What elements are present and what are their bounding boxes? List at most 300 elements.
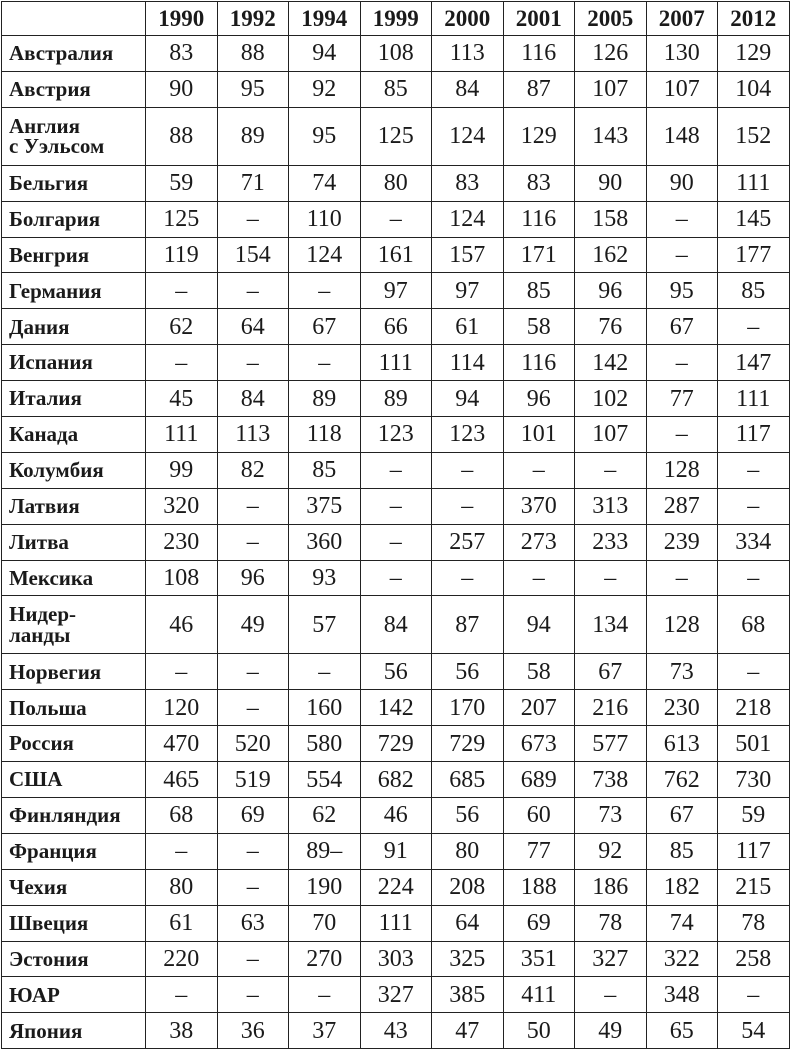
value-cell: – <box>432 560 504 596</box>
value-cell: – <box>360 488 432 524</box>
value-cell: 348 <box>646 977 718 1013</box>
value-cell: 258 <box>718 941 790 977</box>
table-row <box>2 165 790 201</box>
value-cell: 102 <box>575 381 647 417</box>
value-cell: – <box>217 690 289 726</box>
value-cell: 287 <box>646 488 718 524</box>
value-cell: 69 <box>217 798 289 834</box>
table-row <box>2 273 790 309</box>
year-header: 2007 <box>646 2 718 36</box>
value-cell: 73 <box>646 654 718 690</box>
value-cell: – <box>217 345 289 381</box>
value-cell: 126 <box>575 36 647 72</box>
table-row <box>2 345 790 381</box>
value-cell: 61 <box>432 309 504 345</box>
value-cell: – <box>432 488 504 524</box>
value-cell: 89 <box>360 381 432 417</box>
table-row <box>2 452 790 488</box>
year-header: 2000 <box>432 2 504 36</box>
value-cell: 124 <box>289 237 361 273</box>
value-cell: 101 <box>503 417 575 453</box>
value-cell: 63 <box>217 905 289 941</box>
value-cell: – <box>718 977 790 1013</box>
value-cell: 90 <box>146 71 218 107</box>
value-cell: 519 <box>217 762 289 798</box>
value-cell: 73 <box>575 798 647 834</box>
value-cell: 673 <box>503 726 575 762</box>
value-cell: 129 <box>503 107 575 165</box>
value-cell: 62 <box>289 798 361 834</box>
value-cell: 67 <box>646 798 718 834</box>
value-cell: 47 <box>432 1013 504 1049</box>
value-cell: 108 <box>146 560 218 596</box>
value-cell: 411 <box>503 977 575 1013</box>
value-cell: 85 <box>289 452 361 488</box>
value-cell: – <box>217 833 289 869</box>
table-row <box>2 596 790 654</box>
value-cell: 128 <box>646 596 718 654</box>
table-row <box>2 71 790 107</box>
year-header: 1994 <box>289 2 361 36</box>
value-cell: 77 <box>503 833 575 869</box>
country-cell: Канада <box>2 417 146 453</box>
table-row <box>2 1013 790 1049</box>
value-cell: 95 <box>646 273 718 309</box>
value-cell: 46 <box>360 798 432 834</box>
value-cell: 273 <box>503 524 575 560</box>
value-cell: – <box>432 452 504 488</box>
value-cell: 94 <box>289 36 361 72</box>
table-row <box>2 107 790 165</box>
value-cell: 148 <box>646 107 718 165</box>
value-cell: – <box>360 452 432 488</box>
value-cell: 125 <box>360 107 432 165</box>
value-cell: – <box>217 524 289 560</box>
value-cell: 94 <box>432 381 504 417</box>
table-row <box>2 237 790 273</box>
country-cell: Мексика <box>2 560 146 596</box>
value-cell: 95 <box>289 107 361 165</box>
value-cell: 84 <box>360 596 432 654</box>
country-cell: ЮАР <box>2 977 146 1013</box>
table-row <box>2 726 790 762</box>
value-cell: – <box>217 201 289 237</box>
value-cell: 107 <box>575 417 647 453</box>
value-cell: 99 <box>146 452 218 488</box>
value-cell: – <box>289 345 361 381</box>
value-cell: 116 <box>503 36 575 72</box>
value-cell: 117 <box>718 417 790 453</box>
value-cell: 385 <box>432 977 504 1013</box>
country-cell: Россия <box>2 726 146 762</box>
value-cell: 125 <box>146 201 218 237</box>
value-cell: 58 <box>503 309 575 345</box>
table-row <box>2 36 790 72</box>
value-cell: 230 <box>146 524 218 560</box>
value-cell: 67 <box>575 654 647 690</box>
value-cell: 57 <box>289 596 361 654</box>
value-cell: 61 <box>146 905 218 941</box>
value-cell: – <box>289 273 361 309</box>
value-cell: 145 <box>718 201 790 237</box>
value-cell: 92 <box>575 833 647 869</box>
value-cell: 220 <box>146 941 218 977</box>
value-cell: 160 <box>289 690 361 726</box>
value-cell: 124 <box>432 201 504 237</box>
value-cell: 97 <box>432 273 504 309</box>
value-cell: 88 <box>146 107 218 165</box>
value-cell: 45 <box>146 381 218 417</box>
country-cell: Венгрия <box>2 237 146 273</box>
value-cell: 230 <box>646 690 718 726</box>
year-header: 2012 <box>718 2 790 36</box>
value-cell: 113 <box>217 417 289 453</box>
value-cell: – <box>718 452 790 488</box>
value-cell: 171 <box>503 237 575 273</box>
country-cell: США <box>2 762 146 798</box>
value-cell: 85 <box>360 71 432 107</box>
country-cell: Литва <box>2 524 146 560</box>
value-cell: 334 <box>718 524 790 560</box>
value-cell: 92 <box>289 71 361 107</box>
value-cell: 58 <box>503 654 575 690</box>
value-cell: 142 <box>360 690 432 726</box>
value-cell: 114 <box>432 345 504 381</box>
value-cell: 325 <box>432 941 504 977</box>
value-cell: – <box>146 977 218 1013</box>
value-cell: 360 <box>289 524 361 560</box>
value-cell: – <box>217 273 289 309</box>
value-cell: 93 <box>289 560 361 596</box>
value-cell: 729 <box>432 726 504 762</box>
value-cell: 37 <box>289 1013 361 1049</box>
value-cell: 80 <box>432 833 504 869</box>
value-cell: – <box>217 654 289 690</box>
value-cell: 66 <box>360 309 432 345</box>
value-cell: – <box>503 452 575 488</box>
value-cell: 43 <box>360 1013 432 1049</box>
value-cell: 62 <box>146 309 218 345</box>
value-cell: 147 <box>718 345 790 381</box>
value-cell: 82 <box>217 452 289 488</box>
year-header: 1990 <box>146 2 218 36</box>
value-cell: 128 <box>646 452 718 488</box>
value-cell: – <box>217 977 289 1013</box>
value-cell: 142 <box>575 345 647 381</box>
value-cell: 56 <box>360 654 432 690</box>
value-cell: – <box>146 833 218 869</box>
value-cell: – <box>646 345 718 381</box>
value-cell: – <box>360 201 432 237</box>
value-cell: 68 <box>146 798 218 834</box>
value-cell: 89 <box>289 381 361 417</box>
table-row <box>2 977 790 1013</box>
value-cell: 682 <box>360 762 432 798</box>
value-cell: 470 <box>146 726 218 762</box>
value-cell: 224 <box>360 869 432 905</box>
value-cell: 154 <box>217 237 289 273</box>
value-cell: 375 <box>289 488 361 524</box>
value-cell: 83 <box>503 165 575 201</box>
value-cell: 71 <box>217 165 289 201</box>
value-cell: 170 <box>432 690 504 726</box>
value-cell: 56 <box>432 798 504 834</box>
table-row <box>2 488 790 524</box>
value-cell: 580 <box>289 726 361 762</box>
value-cell: 320 <box>146 488 218 524</box>
value-cell: 303 <box>360 941 432 977</box>
value-cell: 107 <box>575 71 647 107</box>
value-cell: 65 <box>646 1013 718 1049</box>
value-cell: 83 <box>432 165 504 201</box>
value-cell: 94 <box>503 596 575 654</box>
value-cell: – <box>575 560 647 596</box>
year-header: 1999 <box>360 2 432 36</box>
value-cell: – <box>575 977 647 1013</box>
value-cell: 96 <box>217 560 289 596</box>
value-cell: 186 <box>575 869 647 905</box>
value-cell: 36 <box>217 1013 289 1049</box>
country-cell: Бельгия <box>2 165 146 201</box>
value-cell: 64 <box>432 905 504 941</box>
value-cell: 77 <box>646 381 718 417</box>
value-cell: 87 <box>432 596 504 654</box>
value-cell: 120 <box>146 690 218 726</box>
value-cell: 158 <box>575 201 647 237</box>
value-cell: 113 <box>432 36 504 72</box>
value-cell: 216 <box>575 690 647 726</box>
value-cell: 129 <box>718 36 790 72</box>
value-cell: 85 <box>503 273 575 309</box>
value-cell: 685 <box>432 762 504 798</box>
value-cell: – <box>217 941 289 977</box>
value-cell: 327 <box>575 941 647 977</box>
value-cell: 143 <box>575 107 647 165</box>
value-cell: 520 <box>217 726 289 762</box>
value-cell: 124 <box>432 107 504 165</box>
value-cell: 177 <box>718 237 790 273</box>
value-cell: 161 <box>360 237 432 273</box>
value-cell: 49 <box>575 1013 647 1049</box>
value-cell: 218 <box>718 690 790 726</box>
value-cell: 80 <box>146 869 218 905</box>
value-cell: 182 <box>646 869 718 905</box>
value-cell: – <box>217 488 289 524</box>
value-cell: 111 <box>146 417 218 453</box>
year-header: 1992 <box>217 2 289 36</box>
statistics-table <box>1 1 790 1049</box>
value-cell: 162 <box>575 237 647 273</box>
country-cell: Колумбия <box>2 452 146 488</box>
value-cell: 729 <box>360 726 432 762</box>
value-cell: – <box>718 654 790 690</box>
value-cell: – <box>360 560 432 596</box>
value-cell: 118 <box>289 417 361 453</box>
country-cell: Дания <box>2 309 146 345</box>
value-cell: 117 <box>718 833 790 869</box>
value-cell: 67 <box>646 309 718 345</box>
country-cell: Болгария <box>2 201 146 237</box>
value-cell: 49 <box>217 596 289 654</box>
value-cell: 134 <box>575 596 647 654</box>
value-cell: 313 <box>575 488 647 524</box>
value-cell: – <box>718 309 790 345</box>
value-cell: 111 <box>718 381 790 417</box>
value-cell: 76 <box>575 309 647 345</box>
value-cell: 64 <box>217 309 289 345</box>
country-cell: Германия <box>2 273 146 309</box>
table-row <box>2 524 790 560</box>
value-cell: 370 <box>503 488 575 524</box>
value-cell: – <box>718 560 790 596</box>
value-cell: 123 <box>432 417 504 453</box>
value-cell: 50 <box>503 1013 575 1049</box>
value-cell: 111 <box>718 165 790 201</box>
country-cell: Япония <box>2 1013 146 1049</box>
value-cell: – <box>646 417 718 453</box>
country-cell: Швеция <box>2 905 146 941</box>
value-cell: 689 <box>503 762 575 798</box>
value-cell: 46 <box>146 596 218 654</box>
table-row <box>2 309 790 345</box>
value-cell: 90 <box>575 165 647 201</box>
value-cell: – <box>146 345 218 381</box>
country-cell: Франция <box>2 833 146 869</box>
table-body <box>2 36 790 1049</box>
value-cell: 111 <box>360 345 432 381</box>
value-cell: 110 <box>289 201 361 237</box>
value-cell: 215 <box>718 869 790 905</box>
value-cell: 84 <box>432 71 504 107</box>
value-cell: – <box>503 560 575 596</box>
table-row <box>2 654 790 690</box>
value-cell: 351 <box>503 941 575 977</box>
value-cell: 84 <box>217 381 289 417</box>
table-row <box>2 690 790 726</box>
value-cell: 257 <box>432 524 504 560</box>
value-cell: 56 <box>432 654 504 690</box>
table-row <box>2 833 790 869</box>
value-cell: 239 <box>646 524 718 560</box>
value-cell: 74 <box>289 165 361 201</box>
country-cell: Австрия <box>2 71 146 107</box>
value-cell: 123 <box>360 417 432 453</box>
value-cell: 67 <box>289 309 361 345</box>
value-cell: 116 <box>503 201 575 237</box>
country-cell: Финляндия <box>2 798 146 834</box>
table-row <box>2 941 790 977</box>
value-cell: 54 <box>718 1013 790 1049</box>
table-row <box>2 798 790 834</box>
corner-cell <box>2 2 146 36</box>
table-row <box>2 762 790 798</box>
value-cell: 208 <box>432 869 504 905</box>
country-cell: Польша <box>2 690 146 726</box>
country-cell: Испания <box>2 345 146 381</box>
value-cell: 327 <box>360 977 432 1013</box>
value-cell: 88 <box>217 36 289 72</box>
table-header <box>2 2 790 36</box>
value-cell: 38 <box>146 1013 218 1049</box>
value-cell: 465 <box>146 762 218 798</box>
value-cell: 59 <box>718 798 790 834</box>
year-header: 2001 <box>503 2 575 36</box>
value-cell: 74 <box>646 905 718 941</box>
value-cell: 111 <box>360 905 432 941</box>
value-cell: 59 <box>146 165 218 201</box>
country-cell: Норвегия <box>2 654 146 690</box>
value-cell: – <box>718 488 790 524</box>
value-cell: 188 <box>503 869 575 905</box>
value-cell: 96 <box>575 273 647 309</box>
value-cell: – <box>289 654 361 690</box>
table-row <box>2 381 790 417</box>
value-cell: 152 <box>718 107 790 165</box>
value-cell: 207 <box>503 690 575 726</box>
value-cell: 78 <box>575 905 647 941</box>
value-cell: – <box>646 237 718 273</box>
value-cell: 85 <box>718 273 790 309</box>
value-cell: 83 <box>146 36 218 72</box>
table-row <box>2 201 790 237</box>
value-cell: 90 <box>646 165 718 201</box>
value-cell: 104 <box>718 71 790 107</box>
value-cell: 116 <box>503 345 575 381</box>
table-row <box>2 905 790 941</box>
value-cell: 501 <box>718 726 790 762</box>
value-cell: 322 <box>646 941 718 977</box>
value-cell: 270 <box>289 941 361 977</box>
value-cell: – <box>217 869 289 905</box>
value-cell: 80 <box>360 165 432 201</box>
value-cell: 97 <box>360 273 432 309</box>
value-cell: 613 <box>646 726 718 762</box>
table-row <box>2 560 790 596</box>
country-cell: Латвия <box>2 488 146 524</box>
value-cell: – <box>146 654 218 690</box>
value-cell: 190 <box>289 869 361 905</box>
value-cell: 157 <box>432 237 504 273</box>
country-cell: Нидер- ланды <box>2 596 146 654</box>
value-cell: 119 <box>146 237 218 273</box>
value-cell: 95 <box>217 71 289 107</box>
country-cell: Италия <box>2 381 146 417</box>
value-cell: 233 <box>575 524 647 560</box>
value-cell: – <box>646 560 718 596</box>
country-cell: Англия с Уэльсом <box>2 107 146 165</box>
country-cell: Австралия <box>2 36 146 72</box>
value-cell: – <box>146 273 218 309</box>
value-cell: 762 <box>646 762 718 798</box>
value-cell: 730 <box>718 762 790 798</box>
value-cell: 89 <box>217 107 289 165</box>
value-cell: 87 <box>503 71 575 107</box>
value-cell: 96 <box>503 381 575 417</box>
value-cell: 130 <box>646 36 718 72</box>
value-cell: 107 <box>646 71 718 107</box>
value-cell: 68 <box>718 596 790 654</box>
table-row <box>2 417 790 453</box>
value-cell: – <box>360 524 432 560</box>
table-row <box>2 869 790 905</box>
value-cell: 577 <box>575 726 647 762</box>
value-cell: 91 <box>360 833 432 869</box>
value-cell: 108 <box>360 36 432 72</box>
value-cell: 70 <box>289 905 361 941</box>
value-cell: 78 <box>718 905 790 941</box>
value-cell: 60 <box>503 798 575 834</box>
country-cell: Эстония <box>2 941 146 977</box>
